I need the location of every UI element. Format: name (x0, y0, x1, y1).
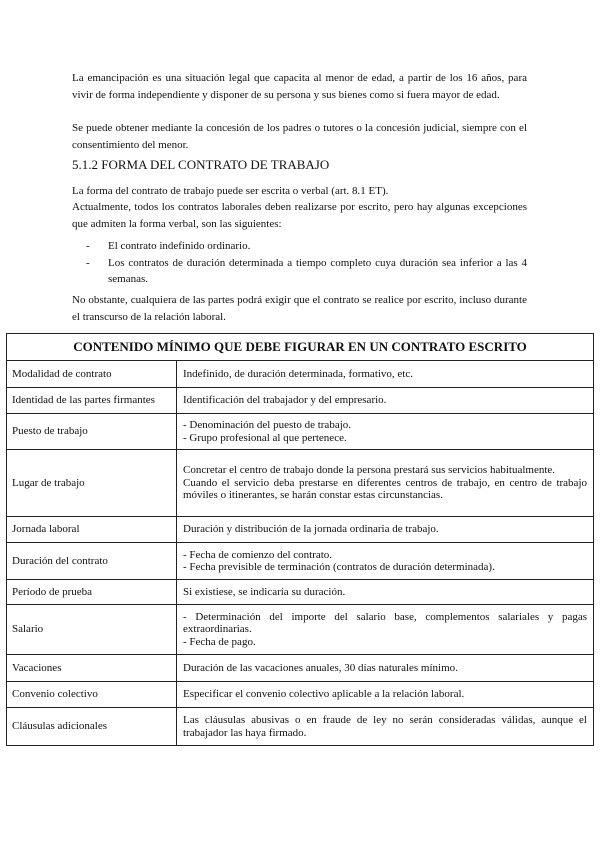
value-line: Identificación del trabajador y del empresario. (183, 394, 387, 407)
list-item-text: El contrato indefinido ordinario. (108, 240, 251, 252)
section-paragraph-2: Actualmente, todos los contratos laborales deben realizarse por escrito, pero hay algunas excepciones que admiten la forma verbal, son las siguientes: (72, 201, 527, 230)
table-row (7, 682, 594, 708)
table-row (7, 450, 594, 517)
value-line: Indefinido, de duración determinada, formativo, etc. (183, 367, 413, 380)
value-line: - Grupo profesional al que pertenece. (183, 431, 347, 444)
table-row (7, 580, 594, 605)
value-line: Las cláusulas abusivas o en fraude de ley no serán consideradas válidas, aunque el trabajador las haya firmado. (183, 714, 587, 739)
row-label: Duración del contrato (7, 543, 177, 580)
intro-paragraph-1: La emancipación es una situación legal que capacita al menor de edad, a partir de los 16 años, para vivir de forma independiente y disponer de su persona y sus bienes como si fuera mayor de edad. (72, 72, 527, 101)
row-value (177, 580, 594, 605)
value-line: - Determinación del importe del salario base, complementos salariales y pagas extraordinarias. (183, 610, 587, 636)
table-row (7, 414, 594, 450)
row-label: Salario (7, 605, 177, 655)
section-paragraph-3: No obstante, cualquiera de las partes podrá exigir que el contrato se realice por escrito, incluso durante el transcurso de la relación laboral. (72, 294, 527, 323)
row-label: Jornada laboral (7, 517, 177, 543)
value-line: Duración de las vacaciones anuales, 30 días naturales mínimo. (183, 661, 458, 674)
table-row (7, 655, 594, 682)
table-row (7, 543, 594, 580)
list-item (86, 238, 527, 255)
value-line: Especificar el convenio colectivo aplicable a la relación laboral. (183, 688, 465, 701)
row-label: Convenio colectivo (7, 682, 177, 708)
table-row (7, 517, 594, 543)
section-paragraph-1: La forma del contrato de trabajo puede ser escrita o verbal (art. 8.1 ET). (72, 185, 389, 197)
value-line: Duración y distribución de la jornada ordinaria de trabajo. (183, 523, 439, 536)
table-row (7, 605, 594, 655)
table-row (7, 388, 594, 414)
row-value (177, 361, 594, 388)
contract-content-table (6, 333, 594, 746)
row-value (177, 655, 594, 682)
intro-paragraph-2: Se puede obtener mediante la concesión de los padres o tutores o la concesión judicial, siempre con el consentimiento del menor. (72, 122, 527, 151)
row-label: Cláusulas adicionales (7, 708, 177, 746)
section-heading: 5.1.2 FORMA DEL CONTRATO DE TRABAJO (72, 157, 330, 172)
value-line: - Fecha de comienzo del contrato. (183, 548, 333, 561)
row-value (177, 517, 594, 543)
list-item-text: Los contratos de duración determinada a tiempo completo cuya duración sea inferior a las 4 semanas. (108, 256, 527, 285)
row-label: Lugar de trabajo (7, 450, 177, 517)
row-label: Modalidad de contrato (7, 361, 177, 388)
value-line: Cuando el servicio deba prestarse en diferentes centros de trabajo, en centro de trabajo móviles o itinerantes, se harán constar estas circunstancias. (183, 476, 587, 502)
list-item (86, 255, 527, 288)
exceptions-list (86, 238, 527, 288)
value-line: Concretar el centro de trabajo donde la persona prestará sus servicios habitualmente. (183, 464, 556, 477)
row-label: Identidad de las partes firmantes (7, 388, 177, 414)
row-label: Vacaciones (7, 655, 177, 682)
row-value (177, 414, 594, 450)
value-line: - Fecha previsible de terminación (contratos de duración determinada). (183, 561, 495, 573)
row-label: Período de prueba (7, 580, 177, 605)
table-title: CONTENIDO MÍNIMO QUE DEBE FIGURAR EN UN CONTRATO ESCRITO (7, 334, 594, 361)
value-line: Si existiese, se indicaría su duración. (183, 585, 346, 598)
row-value (177, 450, 594, 517)
table-row (7, 708, 594, 746)
row-label: Puesto de trabajo (7, 414, 177, 450)
value-line: - Denominación del puesto de trabajo. (183, 419, 352, 431)
table-row (7, 361, 594, 388)
value-line: - Fecha de pago. (183, 635, 256, 648)
table-header-row (7, 334, 594, 361)
row-value (177, 708, 594, 746)
row-value (177, 388, 594, 414)
row-value (177, 543, 594, 580)
list-dash: - (86, 240, 90, 252)
row-value (177, 605, 594, 655)
row-value (177, 682, 594, 708)
list-dash: - (86, 256, 90, 269)
